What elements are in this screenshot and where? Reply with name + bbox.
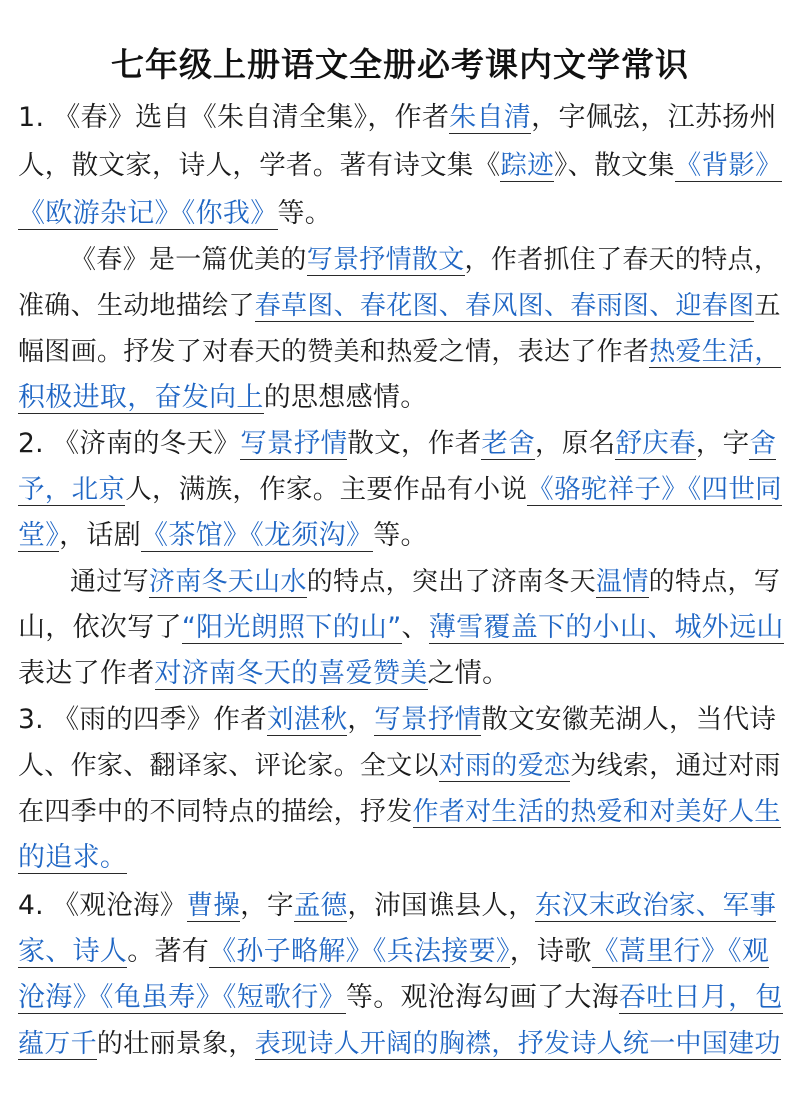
text-segment: 为线索，通过对雨 — [570, 751, 781, 781]
text-segment: 人，散文家，诗人，学者。著有诗文集《 — [18, 150, 501, 181]
text-line — [18, 422, 776, 466]
highlighted-term: 《蒿里行》《观 — [591, 936, 770, 967]
text-segment: 之情。 — [427, 658, 510, 689]
highlighted-term: 老舍 — [481, 428, 536, 459]
highlighted-term: 刘湛秋 — [267, 704, 348, 735]
text-segment: 等。观沧海勾画了大海 — [345, 982, 619, 1013]
text-segment: 、 — [401, 612, 429, 643]
text-segment: 在四季中的不同特点的描绘，抒发 — [18, 797, 413, 827]
highlighted-term: 蕴万千 — [18, 1029, 97, 1059]
text-segment: 的特点，突出了济南冬天 — [306, 567, 597, 597]
highlighted-term: 积极进取，奋发向上 — [18, 382, 264, 413]
highlighted-term: 济南冬天山水 — [148, 567, 307, 597]
text-segment: 4. 《观沧海》 — [18, 890, 187, 921]
highlighted-term: 《欧游杂记》《你我》 — [18, 198, 278, 229]
text-segment: ， — [347, 704, 375, 735]
text-segment: 的特点，写 — [648, 567, 781, 597]
text-line — [18, 96, 777, 140]
highlighted-term: 写景抒情 — [374, 704, 482, 735]
text-line — [18, 514, 428, 558]
highlighted-term: 踪迹 — [500, 150, 555, 181]
text-segment: ，原名 — [535, 428, 616, 459]
highlighted-term: 吞吐日月，包 — [618, 982, 783, 1013]
highlighted-term: 对雨的爱恋 — [438, 751, 571, 781]
highlighted-term: 予，北京 — [18, 474, 126, 505]
highlighted-term: “阳光朗照下的山” — [181, 612, 402, 643]
text-line — [18, 976, 783, 1020]
highlighted-term: 对济南冬天的喜爱赞美 — [154, 658, 428, 689]
text-line — [18, 698, 776, 742]
highlighted-term: 的追求。 — [18, 842, 128, 873]
highlighted-term: 孟德 — [293, 890, 348, 921]
highlighted-term: 《骆驼祥子》《四世同 — [527, 474, 782, 505]
text-segment: ，话剧 — [59, 520, 142, 551]
highlighted-term: 表现诗人开阔的胸襟，抒发诗人统一中国建功 — [254, 1029, 781, 1059]
highlighted-term: 舍 — [749, 428, 777, 459]
text-segment: ，作者抓住了春天的特点， — [464, 245, 781, 275]
text-segment: 山，依次写了 — [18, 612, 182, 643]
text-line — [18, 790, 781, 834]
highlighted-term: 舒庆春 — [615, 428, 696, 459]
text-segment: 五 — [754, 291, 781, 321]
text-segment: 人、作家、翻译家、评论家。全文以 — [18, 751, 439, 781]
text-segment: 的思想感情。 — [263, 382, 428, 413]
text-segment: 人，满族，作家。主要作品有小说 — [125, 474, 528, 505]
text-segment: 通过写 — [70, 567, 149, 597]
text-line — [18, 376, 428, 420]
highlighted-term: 热爱生活， — [649, 337, 781, 367]
highlighted-term: 写景抒情 — [240, 428, 348, 459]
text-segment: 幅图画。抒发了对春天的赞美和热爱之情，表达了作者 — [18, 337, 650, 367]
text-line — [18, 468, 782, 512]
text-line — [18, 606, 784, 650]
highlighted-term: 家、诗人 — [18, 936, 128, 967]
text-line — [18, 652, 509, 696]
text-segment: ，字 — [240, 890, 294, 921]
highlighted-term: 温情 — [596, 567, 649, 597]
highlighted-term: 《茶馆》《龙须沟》 — [141, 520, 374, 551]
text-line — [18, 284, 781, 328]
text-line — [18, 930, 769, 974]
text-line — [18, 744, 781, 788]
text-segment: 散文安徽芜湖人，当代诗 — [481, 704, 777, 735]
text-line — [70, 560, 780, 604]
text-segment: ，字 — [695, 428, 750, 459]
text-segment: 3. 《雨的四季》作者 — [18, 704, 268, 735]
highlighted-term: 薄雪覆盖下的小山、城外远山 — [428, 612, 784, 643]
text-segment: 的壮丽景象， — [96, 1029, 255, 1059]
text-segment: ，沛国谯县人， — [347, 890, 536, 921]
highlighted-term: 东汉末政治家、军事 — [535, 890, 777, 921]
text-segment: 等。 — [277, 198, 333, 229]
text-segment: 2. 《济南的冬天》 — [18, 428, 241, 459]
text-line — [18, 192, 332, 236]
text-line — [70, 238, 780, 282]
text-line — [18, 144, 782, 188]
text-segment: 《春》是一篇优美的 — [70, 245, 307, 275]
text-line — [18, 836, 127, 880]
text-segment: 表达了作者 — [18, 658, 155, 689]
text-line — [18, 884, 776, 928]
text-segment: ，诗歌 — [509, 936, 592, 967]
text-segment: 散文，作者 — [347, 428, 482, 459]
highlighted-term: 作者对生活的热爱和对美好人生 — [412, 797, 781, 827]
text-line — [18, 330, 781, 374]
text-line — [18, 1022, 781, 1066]
text-segment: ，字佩弦，江苏扬州 — [531, 102, 777, 133]
page-title: 七年级上册语文全册必考课内文学常识 — [111, 45, 689, 84]
highlighted-term: 写景抒情散文 — [306, 245, 465, 275]
text-segment: 准确、生动地描绘了 — [18, 291, 255, 321]
text-segment: 等。 — [373, 520, 428, 551]
text-segment: 1. 《春》选自《朱自清全集》，作者 — [18, 102, 450, 133]
text-segment: 》、散文集 — [554, 150, 675, 181]
highlighted-term: 《背影》 — [674, 150, 782, 181]
highlighted-term: 《孙子略解》《兵法接要》 — [209, 936, 510, 967]
text-segment: 。著有 — [127, 936, 210, 967]
highlighted-term: 春草图、春花图、春风图、春雨图、迎春图 — [254, 291, 755, 321]
highlighted-term: 沧海》《龟虽寿》《短歌行》 — [18, 982, 346, 1013]
highlighted-term: 曹操 — [186, 890, 241, 921]
highlighted-term: 朱自清 — [449, 102, 532, 133]
highlighted-term: 堂》 — [18, 520, 60, 551]
